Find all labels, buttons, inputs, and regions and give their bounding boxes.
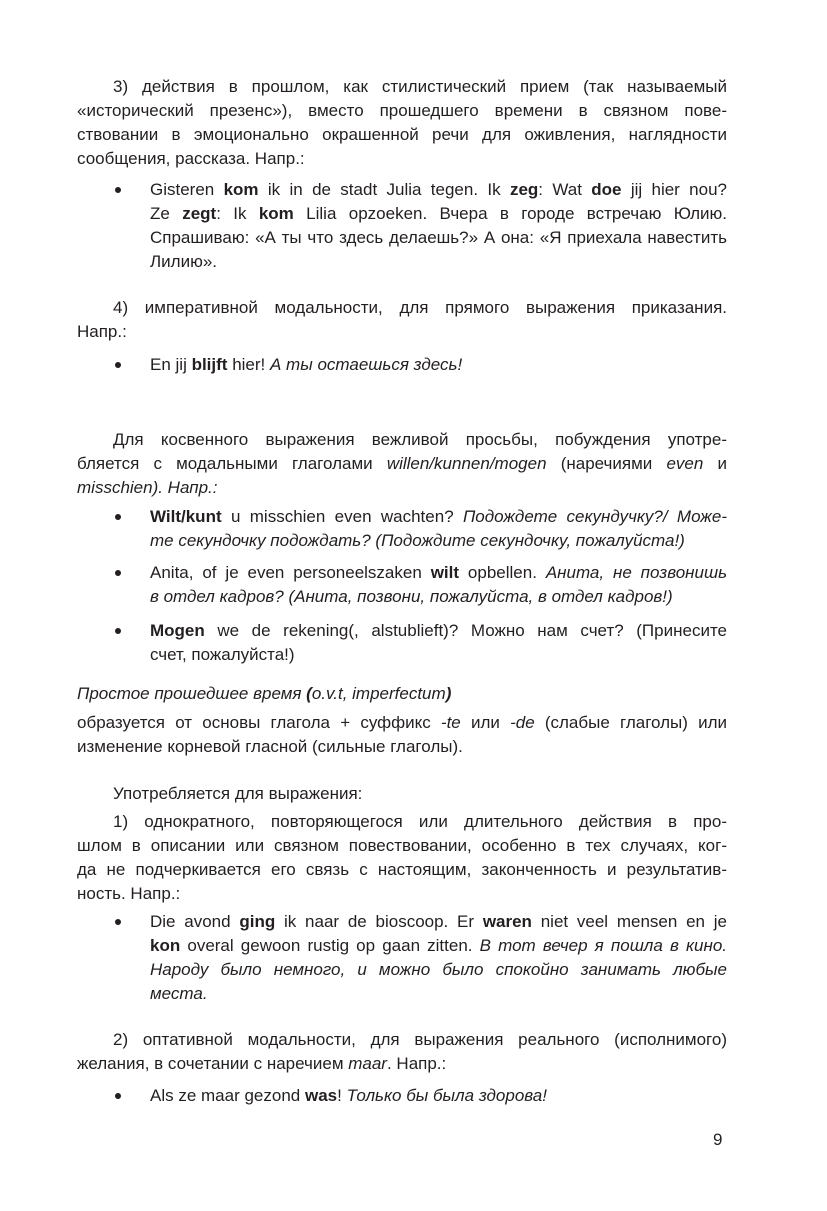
text-run: 3) действия в прошлом, как стилистический прием (так называемый [113,77,727,96]
paragraph [77,810,727,906]
text-run: hier! [227,355,270,374]
text-line [150,529,727,553]
bullet-item [150,561,727,609]
text-line [77,882,727,906]
text-run: счет, пожалуйста!) [150,645,295,664]
italic-text: А ты остаешься здесь! [270,355,463,374]
text-run: Als ze maar gezond [150,1086,305,1105]
text-run: «исторический презенс»), вместо прошедшего времени в связном пове- [77,101,727,120]
text-run: образуется от основы глагола + суффикс [77,713,441,732]
bold-text: zegt [182,204,217,223]
bold-text: Wilt/kunt [150,507,222,526]
bullet-icon [115,362,121,368]
text-run: En jij [150,355,192,374]
italic-text: Простое прошедшее время [77,684,307,703]
text-run: ствовании в эмоционально окрашенной речи для оживления, наглядности [77,125,727,144]
text-run: и [703,454,727,473]
text-line [77,99,727,123]
italic-text: Подождете секундучку?/ Може- [462,507,727,526]
text-line [150,1084,727,1108]
text-line [77,858,727,882]
text-line [150,910,727,934]
bullet-icon [115,187,121,193]
bold-text: doe [591,180,622,199]
text-run: изменение корневой гласной (сильные глаголы). [77,737,463,756]
text-run: 4) императивной модальности, для прямого выражения приказания. [113,298,727,317]
text-line [150,202,727,226]
text-line [150,561,727,585]
text-run: : Ik [216,204,259,223]
text-line [77,147,727,171]
text-run: Для косвенного выражения вежливой просьбы, побуждения употре- [113,430,727,449]
paragraph [77,296,727,344]
text-line [77,682,727,706]
text-run: шлом в описании или связном повествовании, особенно в тех случаях, ког- [77,836,727,855]
bullet-icon [115,1093,121,1099]
text-run: u misschien even wachten? [221,507,463,526]
text-run: бляется с модальными глаголами [77,454,387,473]
italic-text: В тот вечер я пошла в кино. [479,936,727,955]
bold-text: zeg [509,180,539,199]
italic-text: места. [150,984,208,1003]
text-line [150,982,727,1006]
text-run: overal gewoon rustig op gaan zitten. [180,936,480,955]
bold-text: ( [306,684,312,703]
text-line [77,320,727,344]
italic-text: те секундочку подождать? (Подождите секундочку, пожалуйста!) [150,531,685,550]
italic-text: Анита, не позвонишь [545,563,728,582]
text-run: : Wat [538,180,592,199]
paragraph [77,711,727,759]
paragraph [77,1028,727,1076]
text-run: желания, в сочетании с наречием [77,1054,349,1073]
bullet-item [150,178,727,274]
text-run: jij hier nou? [621,180,727,199]
text-line [150,178,727,202]
text-run: (наречиями [546,454,667,473]
text-run: да не подчеркивается его связь с настоящим, законченность и результатив- [77,860,727,879]
paragraph [77,782,727,806]
text-run: . Напр.: [386,1054,447,1073]
italic-text: misschien). Напр.: [77,478,218,497]
italic-text: -te [440,713,461,732]
text-run: сообщения, рассказа. Напр.: [77,149,305,168]
text-run: Употребляется для выражения: [113,784,363,803]
text-line [77,452,727,476]
bold-text: Mogen [150,621,205,640]
bold-text: kom [223,180,259,199]
text-run: Спрашиваю: «А ты что здесь делаешь?» А она: «Я приехала навестить [150,228,727,247]
text-run: Напр.: [77,322,127,341]
text-run: Ze [150,204,183,223]
text-run: Lilia opzoeken. Вчера в городе встречаю Юлию. [293,204,727,223]
section-heading [77,682,727,706]
bold-text: wilt [430,563,460,582]
text-run: ность. Напр.: [77,884,181,903]
italic-text: o.v.t, imperfectum [311,684,446,703]
text-line [150,585,727,609]
bold-text: kon [150,936,181,955]
text-run: ! [337,1086,347,1105]
bullet-icon [115,628,121,634]
text-line [77,75,727,99]
text-run: Gisteren [150,180,224,199]
text-line [150,958,727,982]
italic-text: maar [348,1054,387,1073]
paragraph [77,428,727,500]
bold-text: kom [258,204,294,223]
paragraph [77,75,727,171]
text-line [77,1028,727,1052]
text-line [77,834,727,858]
text-run: ik naar de bioscoop. Er [275,912,483,931]
text-run: 1) однократного, повторяющегося или длительного действия в про- [113,812,727,831]
italic-text: even [666,454,704,473]
bullet-item [150,353,727,377]
bullet-icon [115,570,121,576]
text-line [150,353,727,377]
bullet-item [150,505,727,553]
bullet-item [150,910,727,1006]
text-run: niet veel mensen en je [531,912,727,931]
bold-text: waren [482,912,532,931]
text-run: (слабые глаголы) или [534,713,728,732]
bold-text: ging [239,912,276,931]
italic-text: willen/kunnen/mogen [386,454,547,473]
bullet-item [150,1084,727,1108]
text-line [150,226,727,250]
text-run: Anita, of je even personeelszaken [150,563,431,582]
text-line [77,476,727,500]
text-line [77,711,727,735]
bullet-item [150,619,727,667]
text-line [77,296,727,320]
bullet-icon [115,919,121,925]
page-number: 9 [713,1130,723,1149]
text-line [77,1052,727,1076]
text-run: 2) оптативной модальности, для выражения реального (исполнимого) [113,1030,727,1049]
text-run: ik in de stadt Julia tegen. Ik [258,180,510,199]
bold-text: blijft [191,355,228,374]
text-line [150,934,727,958]
text-run: Die avond [150,912,240,931]
italic-text: в отдел кадров? (Анита, позвони, пожалуйста, в отдел кадров!) [150,587,673,606]
bold-text: ) [445,684,452,703]
text-run: или [460,713,511,732]
text-line [150,619,727,643]
bold-text: was [304,1086,338,1105]
text-line [150,250,727,274]
text-line [77,735,727,759]
text-run: we de rekening(, alstublieft)? Можно нам счет? (Принесите [204,621,727,640]
text-run: Лилию». [150,252,217,271]
text-line [77,123,727,147]
text-run: opbellen. [459,563,546,582]
text-line [77,810,727,834]
text-line [77,428,727,452]
text-line [77,782,727,806]
italic-text: Народу было немного, и можно было спокойно занимать любые [150,960,727,979]
text-line [150,505,727,529]
italic-text: Только бы была здорова! [346,1086,547,1105]
text-line [150,643,727,667]
bullet-icon [115,514,121,520]
italic-text: -de [510,713,535,732]
